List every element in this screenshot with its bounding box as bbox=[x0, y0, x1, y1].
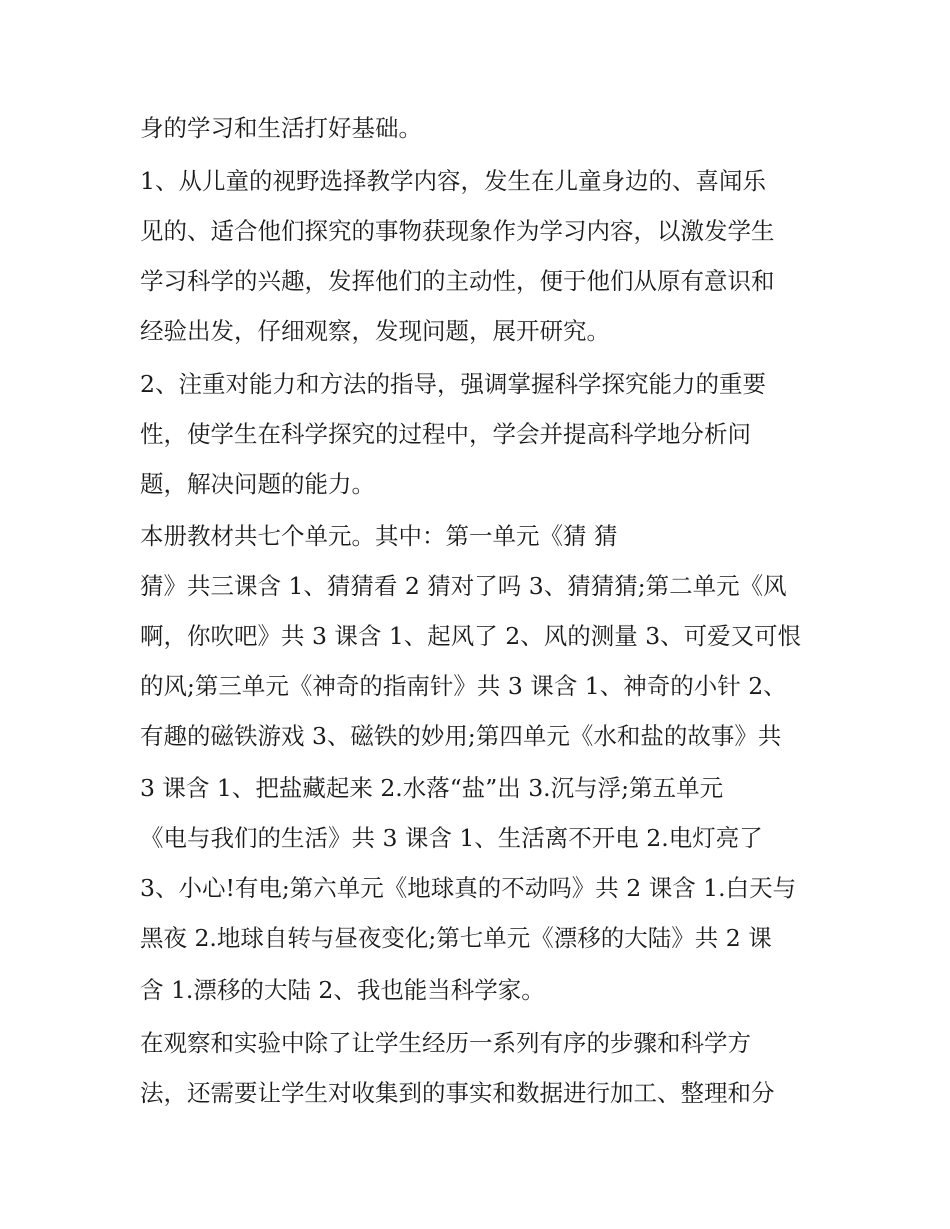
text-line: 2、注重对能力和方法的指导，强调掌握科学探究能力的重要 bbox=[140, 370, 766, 398]
text-line: 啊，你吹吧》共 3 课含 1、起风了 2、风的测量 3、可爱又可恨 bbox=[140, 622, 802, 650]
text-line: 的风;第三单元《神奇的指南针》共 3 课含 1、神奇的小针 2、 bbox=[140, 672, 787, 700]
text-line: 在观察和实验中除了让学生经历一系列有序的步骤和科学方 bbox=[140, 1029, 751, 1057]
text-line: 学习科学的兴趣，发挥他们的主动性，便于他们从原有意识和 bbox=[140, 267, 775, 295]
text-line: 猜》共三课含 1、猜猜看 2 猜对了吗 3、猜猜猜;第二单元《风 bbox=[140, 572, 787, 600]
text-line: 本册教材共七个单元。其中：第一单元《猜 猜 bbox=[140, 522, 618, 550]
text-line: 3、小心!有电;第六单元《地球真的不动吗》共 2 课含 1.白天与 bbox=[140, 874, 797, 902]
text-line: 黑夜 2.地球自转与昼夜变化;第七单元《漂移的大陆》共 2 课 bbox=[140, 924, 772, 952]
text-line: 法，还需要让学生对收集到的事实和数据进行加工、整理和分 bbox=[140, 1079, 775, 1107]
text-line: 题，解决问题的能力。 bbox=[140, 470, 375, 498]
text-line: 含 1.漂移的大陆 2、我也能当科学家。 bbox=[140, 976, 545, 1004]
text-line: 经验出发，仔细观察，发现问题，展开研究。 bbox=[140, 317, 610, 345]
text-line: 身的学习和生活打好基础。 bbox=[140, 114, 422, 142]
text-line: 性，使学生在科学探究的过程中，学会并提高科学地分析问 bbox=[140, 420, 751, 448]
text-line: 见的、适合他们探究的事物获现象作为学习内容，以激发学生 bbox=[140, 217, 775, 245]
text-line: 1、从儿童的视野选择教学内容，发生在儿童身边的、喜闻乐 bbox=[140, 167, 766, 195]
text-line: 3 课含 1、把盐藏起来 2.水落“盐”出 3.沉与浮;第五单元 bbox=[140, 774, 724, 802]
text-line: 《电与我们的生活》共 3 课含 1、生活离不开电 2.电灯亮了 bbox=[140, 824, 763, 852]
text-line: 有趣的磁铁游戏 3、磁铁的妙用;第四单元《水和盐的故事》共 bbox=[140, 722, 782, 750]
